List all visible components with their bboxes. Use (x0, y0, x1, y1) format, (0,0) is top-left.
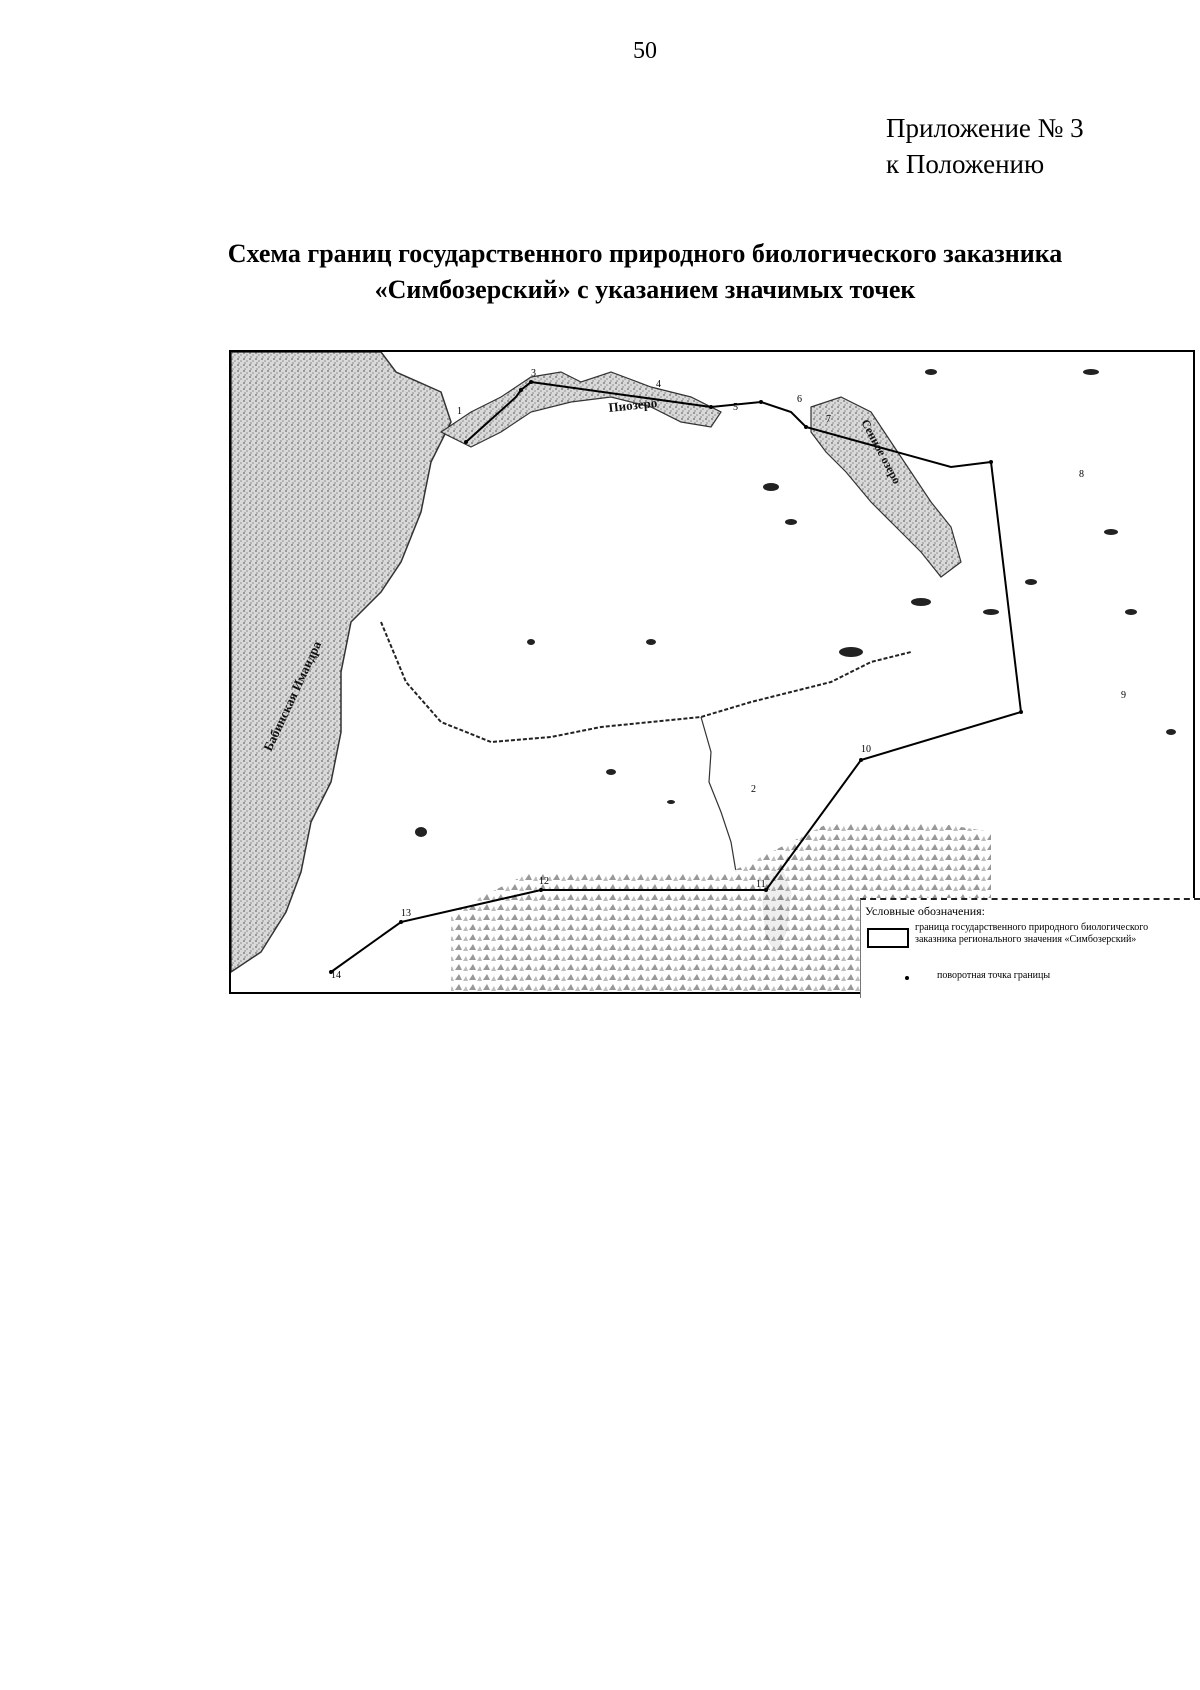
river-line (701, 717, 736, 872)
point-label-13: 13 (401, 908, 411, 919)
point-label-14: 14 (331, 970, 341, 981)
boundary-swatch-icon (867, 928, 909, 948)
legend-turning-point-text: поворотная точка границы (937, 970, 1051, 981)
title-line-2: «Симбозерский» с указанием значимых точек (374, 275, 916, 304)
legend-title: Условные обозначения: (865, 904, 986, 918)
turning-point-dot-icon (905, 976, 909, 980)
point-label-5: 5 (733, 402, 738, 413)
bay-label-babinskaya: Бабинская Имандра (260, 638, 325, 754)
document-title (150, 236, 1140, 308)
western-lake-shape (231, 352, 451, 972)
appendix-line-1: Приложение № 3 (886, 113, 1084, 143)
point-label-11: 11 (756, 879, 766, 890)
scattered-lakes (415, 369, 1176, 837)
appendix-line-2: к Положению (886, 149, 1045, 179)
lake-label-sennoe: Сенное озеро (858, 416, 905, 487)
point-label-4: 4 (656, 379, 661, 390)
legend-boundary-text: граница государственного природного биологического заказника регионального значения «Симбозерский» (915, 922, 1149, 945)
northern-shore-shape (441, 372, 721, 447)
lake-label-piozero: Пиозеро (607, 394, 658, 415)
point-label-10: 10 (861, 744, 871, 755)
point-label-1: 1 (457, 406, 462, 417)
point-label-3: 3 (531, 368, 536, 379)
eastern-lake-shape (811, 397, 961, 577)
point-label-2: 2 (751, 784, 756, 795)
point-label-6: 6 (797, 394, 802, 405)
point-label-8: 8 (1079, 469, 1084, 480)
page-number: 50 (633, 38, 657, 64)
point-label-12: 12 (539, 876, 549, 887)
inner-shoreline (381, 622, 911, 742)
title-line-1: Схема границ государственного природного биологического заказника (227, 239, 1063, 268)
map-legend (860, 898, 1200, 998)
point-label-7: 7 (826, 414, 831, 425)
appendix-note (886, 110, 1084, 182)
point-label-9: 9 (1121, 690, 1126, 701)
